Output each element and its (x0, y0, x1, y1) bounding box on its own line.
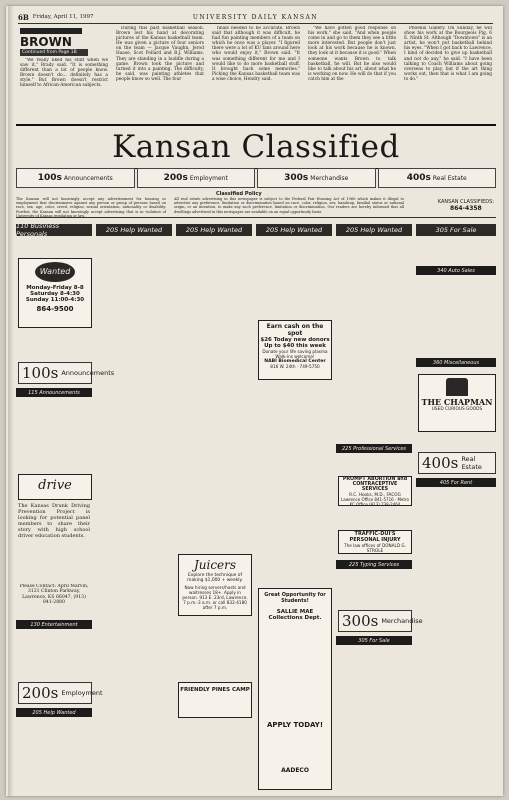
juicers-ad: Juicers Explore the technique of making $1,000 + weekly. Now hiring servers/hosts and waitresses 18+. Apply in person. 913 E. 23rd, Lawrence. 7 p.m.-3 a.m. or call 832-4180 after 7 p.m. (178, 554, 252, 616)
page-date: Friday, April 11, 1997 (32, 14, 94, 20)
classified-title: Kansan Classified (112, 129, 400, 165)
for-sale-head: 305 For Sale (336, 636, 412, 645)
professional-services-head: 225 Professional Services (336, 444, 412, 453)
drive-ad: drive (18, 474, 92, 500)
page-number: 6B (18, 12, 29, 22)
wanted-hours-2: Saturday 8-4:30 (30, 291, 80, 297)
wanted-phone: 864-9500 (36, 305, 74, 313)
policy-title: Classified Policy (216, 191, 262, 197)
drive-contact: Please Contact: April Marvin, 3121 Clinton Parkway, Lawrence, KS 66047, (913) 841-2880 (19, 584, 89, 606)
classified-phone: KANSAN CLASSIFIEDS: 864-4358 (437, 199, 494, 212)
announcements-head: 115 Announcements (16, 388, 92, 397)
column-head-5: 205 Help Wanted (336, 224, 412, 236)
paper-name: UNIVERSITY DAILY KANSAN (192, 13, 319, 21)
page-header (18, 11, 493, 24)
friendly-pines-ad: FRIENDLY PINES CAMP (178, 682, 252, 718)
wanted-ad (18, 258, 92, 328)
index-real-estate: 400s Real Estate (378, 168, 497, 188)
column-head-3: 205 Help Wanted (176, 224, 252, 236)
classified-banner (16, 124, 496, 169)
policy-text-2: All real estate advertising in this newspaper is subject to the Federal Fair Housing Act of 1968 which makes it illegal to advertise any preference, limitation or discrimination based on race, color, religion, sex, handicap, familial status or national origin, or an intention, to make any such preference, limitation or discrimination. Our readers are hereby informed that all dwellings advertised in this newspaper are available on an equal opportunity basis. (174, 197, 404, 214)
real-estate-sign: 400s Real Estate (418, 452, 496, 474)
kansas-driving-text: The Kansas Drunk Driving Prevention Project is looking for potential panel members to share their story with high school driver education students. (18, 503, 90, 539)
plasma-ad: Earn cash on the spot $26 Today new donors Up to $40 this week Donate your life saving plasma Walk-ins welcome! NABI Biomedical Center 816 W. 24th · 749-5750 (258, 320, 332, 380)
column-head-2: 205 Help Wanted (96, 224, 172, 236)
brown-story (20, 26, 496, 121)
column-head-4: 205 Help Wanted (256, 224, 332, 236)
index-employment: 200s Employment (137, 168, 256, 188)
section-tag-bar (20, 28, 82, 34)
column-head-6: 305 For Sale (416, 224, 496, 236)
story-column-2: During this past basketball season, Brown lost his hand at decorating pictures of the Kansas basketball team. He was given a picture of four seniors on the team — Jacque Vaughn, Jerod Haase, Scot Pollard and B.J. Williams. They are standing in a huddle during a game. Brown took the picture and turned it into a painting. The difficulty, he said, was painting athletes that people know so well. The four (116, 26, 204, 82)
newspaper-page (6, 6, 503, 796)
page-fold (8, 6, 14, 796)
help-wanted-head: 205 Help Wanted (16, 708, 92, 717)
story-column-1: "We really liked his stuff when we saw it," Brady said. "It is something different than a lot of people know. Brown doesn't do... definitely has a style." But Brown doesn't restrict himself to African-American subjects. (20, 58, 108, 89)
index-merchandise: 300s Merchandise (257, 168, 376, 188)
chapman-ad: THE CHAPMAN USED CURIOUS GOODS (418, 374, 496, 432)
misc-head: 360 Miscellaneous (416, 358, 496, 367)
announcements-sign: 100s Announcements (18, 362, 92, 384)
prompt-abortion-ad: PROMPT ABORTION and CONTRACEPTIVE SERVICES R.C. Hooks, M.D., FACOG Lawrence Office 841-5716 · Metro KC Office (913) 738-2464 (338, 476, 412, 506)
for-rent-head: 405 For Rent (416, 478, 496, 487)
column-head-1: 110 Business Personals (16, 224, 92, 236)
employment-sign: 200s Employment (18, 682, 92, 704)
story-column-4: "We have gotten good response on his work," she said. "And when people come in and go to them they see a little more interested. But people don't just look at his work because he is known, they look at it because it is good." When someone wants Brown to talk basketball, he will. But he also would like to talk about his art, about what he is working on now. He will do that if you catch him at the (308, 26, 396, 82)
chapman-logo (446, 378, 468, 396)
merchandise-sign: 300s Merchandise (338, 610, 412, 632)
classified-index (16, 168, 496, 188)
entertainment-head: 130 Entertainment (16, 620, 92, 629)
auto-sales-head: 340 Auto Sales (416, 266, 496, 275)
wanted-hours-1: Monday-Friday 8-8 (26, 285, 84, 291)
index-announcements: 100s Announcements (16, 168, 135, 188)
story-headline: BROWN (20, 35, 72, 49)
policy-text-1: The Kansan will not knowingly accept any advertisement for housing or employment that discriminates against any person or group of persons based on race, sex, age, color, creed, religion, sexual orientation, nationality or disability. Further, the Kansan will not knowingly accept advertising that is in violation of University of Kansas regulation or law. (16, 197, 166, 218)
policy-row (16, 197, 496, 218)
story-column-3: finals needed to be accurate. Brown said that although it was difficult, he had fun painting members of a team on which he once was a player. "I figured there were a lot of KU fans around here who would enjoy it," Brown said. "It was something different for me and I would like to do more basketball stuff. It brought back some memories." Picking the Kansas basketball team was a wise choice, Hendry said. (212, 26, 300, 82)
story-column-5: Phoenix Gallery. On Sunday, he will show his work at the Bourgeois Pig, 6 E. Ninth St. Although "Downtown" is an artist, he won't put basketball behind his eyes. "When I got back to Lawrence, I kind of decided to give up basketball and not do any," he said. "I have been talking to Coach Williams about going overseas to play, but if the art thing works out, then that is what I am going to do." (404, 26, 492, 82)
wanted-logo: Wanted (35, 262, 75, 282)
continued-label: Continued from Page 1B (20, 49, 88, 56)
traffic-dui-ad: TRAFFIC-DUI'S PERSONAL INJURY The law offices of DONALD G. STROLE (338, 530, 412, 554)
wanted-hours-3: Sunday 11:00-4:30 (25, 297, 85, 303)
sallie-mae-ad: Great Opportunity for Students! SALLIE MAE Collections Dept. APPLY TODAY! AADECO (258, 588, 332, 790)
typing-services-head: 225 Typing Services (336, 560, 412, 569)
